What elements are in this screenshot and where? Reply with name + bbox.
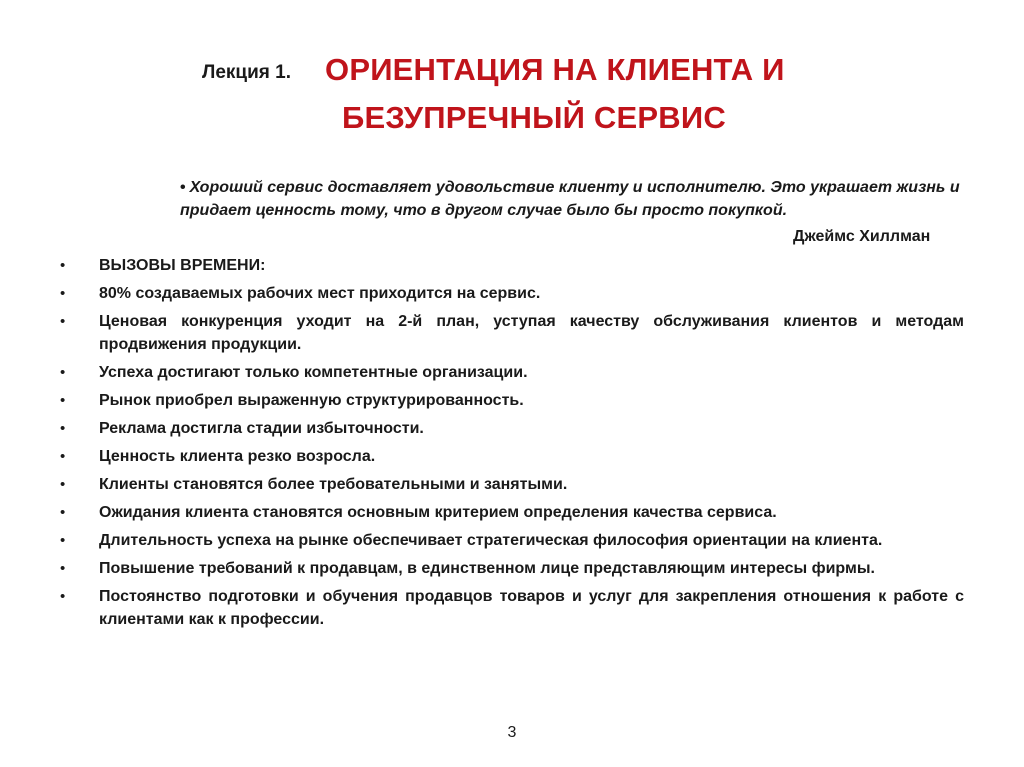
bullet-dot: • [60, 532, 66, 549]
bullet-dot: • [60, 364, 66, 381]
list-item-text: Рынок приобрел выраженную структурированность. [99, 392, 524, 409]
list-item [0, 417, 964, 440]
list-item [0, 310, 964, 356]
list-item-text: Реклама достигла стадии избыточности. [99, 420, 424, 437]
list-item [0, 501, 964, 524]
list-item-text: Длительность успеха на рынке обеспечивает стратегическая философия ориентации на клиента. [99, 532, 883, 549]
list-item [0, 445, 964, 468]
list-item [0, 557, 964, 580]
quote [180, 176, 966, 222]
list-item-text: 80% создаваемых рабочих мест приходится на сервис. [99, 285, 541, 302]
bullet-dot: • [60, 313, 66, 330]
list-item-text: Повышение требований к продавцам, в единственном лице представляющим интересы фирмы. [99, 560, 875, 577]
quote-author: Джеймс Хиллман [793, 228, 931, 245]
list-item-text: Ценовая конкуренция уходит на 2-й план, уступая качеству обслуживания клиентов и методам продвижения продукции. [99, 313, 964, 353]
list-item-text: Ожидания клиента становятся основным критерием определения качества сервиса. [99, 504, 777, 521]
list-item [0, 361, 964, 384]
list-item-text: Постоянство подготовки и обучения продавцов товаров и услуг для закрепления отношения к работе с клиентами как к профессии. [99, 588, 964, 628]
bullet-dot: • [60, 560, 66, 577]
page-number: 3 [507, 724, 517, 741]
list-item-text: ВЫЗОВЫ ВРЕМЕНИ: [99, 257, 266, 274]
slide-title-line-1: ОРИЕНТАЦИЯ НА КЛИЕНТА И [325, 52, 785, 87]
slide-title-line-2: БЕЗУПРЕЧНЫЙ СЕРВИС [342, 100, 726, 135]
bullet-dot: • [60, 420, 66, 437]
list-item [0, 585, 964, 631]
lecture-label: Лекция 1. [202, 62, 291, 83]
bullet-dot: • [60, 392, 66, 409]
bullet-dot: • [60, 588, 66, 605]
bullet-dot: • [60, 504, 66, 521]
list-item [0, 389, 964, 412]
quote-text: Хороший сервис доставляет удовольствие клиенту и исполнителю. Это украшает жизнь и придает ценность тому, что в другом случае было бы просто покупкой. [180, 179, 960, 219]
list-item-text: Клиенты становятся более требовательными и занятыми. [99, 476, 568, 493]
list-item [0, 282, 964, 305]
list-item [0, 529, 964, 552]
list-item [0, 254, 964, 277]
bullet-list [0, 254, 1024, 636]
list-item [0, 473, 964, 496]
list-item-text: Успеха достигают только компетентные организации. [99, 364, 528, 381]
list-item-text: Ценность клиента резко возросла. [99, 448, 376, 465]
bullet-dot: • [60, 448, 66, 465]
bullet-dot: • [60, 476, 66, 493]
bullet-dot: • [60, 285, 66, 302]
quote-bullet: • [180, 179, 186, 196]
bullet-dot: • [60, 257, 66, 274]
